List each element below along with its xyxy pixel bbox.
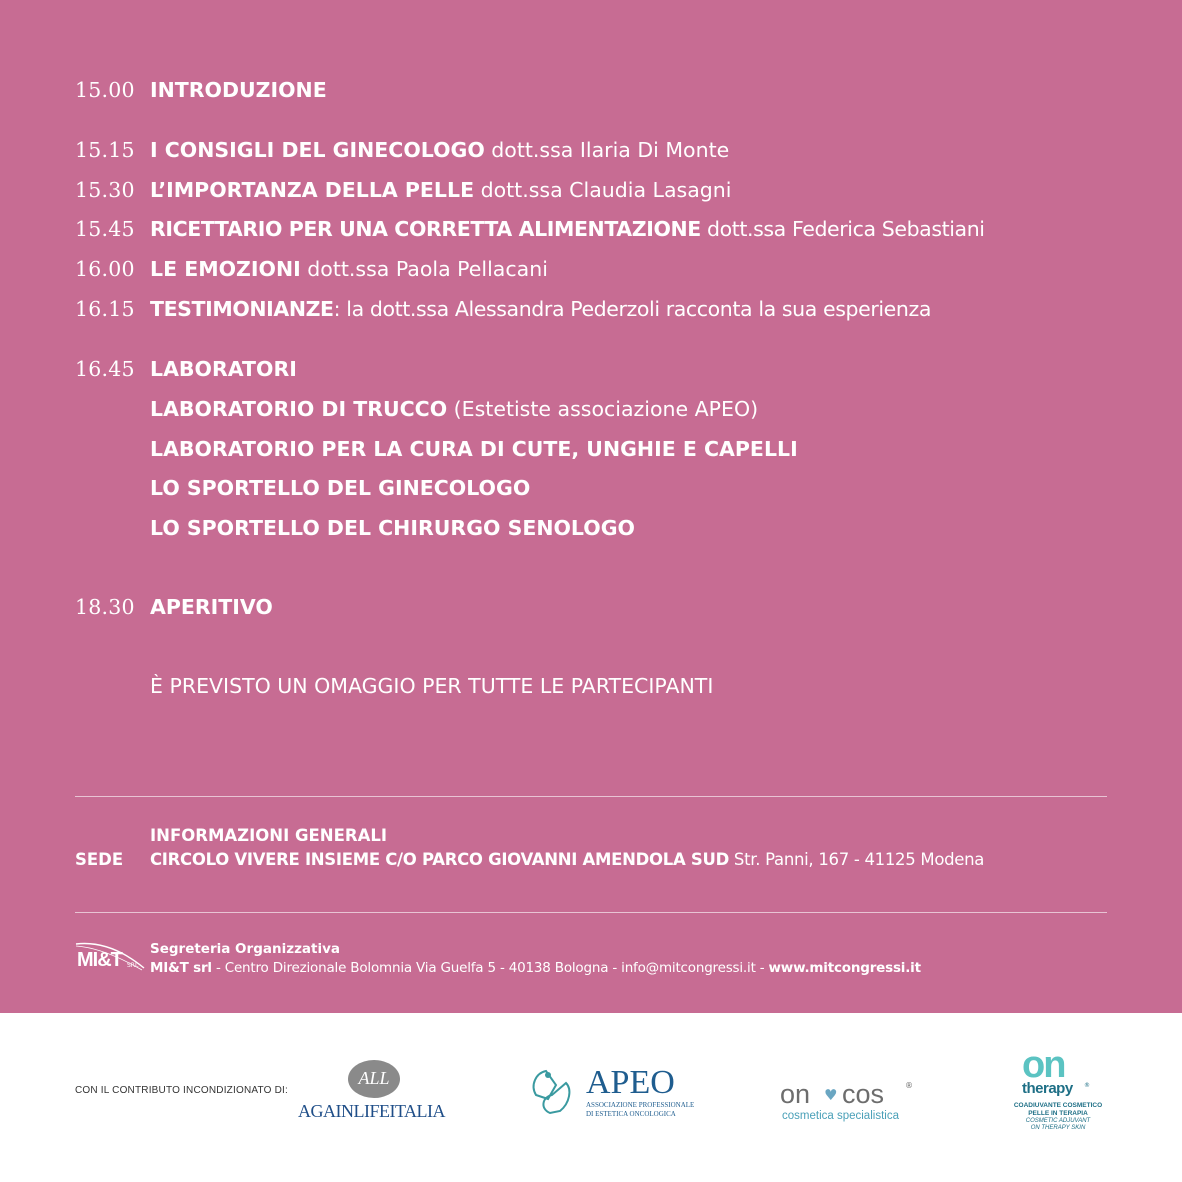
program-title: TESTIMONIANZE (150, 297, 334, 321)
program-title: APERITIVO (150, 595, 273, 619)
oncos-reg: ® (905, 1081, 913, 1090)
heart-icon: ♥ (824, 1086, 838, 1104)
program-speaker: dott.ssa Claudia Lasagni (474, 178, 732, 202)
oncos-tagline: cosmetica specialistica (782, 1110, 899, 1122)
againlife-monogram: ALL (358, 1068, 390, 1088)
apeo-line1: ASSOCIAZIONE PROFESSIONALE (586, 1101, 695, 1109)
program-title: L’IMPORTANZA DELLA PELLE (150, 178, 475, 202)
lab-detail: (Estetiste associazione APEO) (447, 397, 759, 421)
program-speaker: dott.ssa Federica Sebastiani (700, 217, 985, 241)
secretariat-company: MI&T srl (150, 960, 212, 976)
mit-logo-text: MI&T (77, 949, 122, 971)
oncos-cos: cos (842, 1079, 885, 1109)
program-time: 15.15 (75, 138, 135, 162)
oncos-logo (780, 1079, 920, 1127)
divider (75, 912, 1107, 913)
ontherapy-line2: PELLE IN TERAPIA (1028, 1110, 1088, 1117)
venue-name: CIRCOLO VIVERE INSIEME C/O PARCO GIOVANNI AMENDOLA SUD (150, 850, 729, 869)
divider (75, 796, 1107, 797)
program-speaker: dott.ssa Ilaria Di Monte (484, 138, 730, 162)
ontherapy-line3: COSMETIC ADJUVANT (1025, 1118, 1091, 1124)
hands-icon (526, 1065, 578, 1121)
program-title: RICETTARIO PER UNA CORRETTA ALIMENTAZIONE (150, 217, 701, 241)
program-speaker: dott.ssa Paola Pellacani (300, 257, 548, 281)
apeo-name: APEO (586, 1064, 675, 1101)
program-time: 15.30 (75, 178, 135, 202)
secretariat-label: Segreteria Organizzativa (150, 941, 341, 957)
mit-logo (74, 938, 146, 974)
program-time: 16.15 (75, 297, 135, 321)
oncos-on: on (780, 1079, 811, 1109)
sponsor-label: CON IL CONTRIBUTO INCONDIZIONATO DI: (75, 1085, 288, 1096)
lab-title: LO SPORTELLO DEL GINECOLOGO (150, 476, 531, 500)
program-time: 15.45 (75, 217, 135, 241)
ontherapy-line1: COADIUVANTE COSMETICO (1013, 1102, 1103, 1109)
ontherapy-line4: ON THERAPY SKIN (1030, 1125, 1086, 1131)
venue-address: Str. Panni, 167 - 41125 Modena (728, 850, 985, 869)
info-heading: INFORMAZIONI GENERALI (150, 826, 387, 845)
lab-title: LO SPORTELLO DEL CHIRURGO SENOLOGO (150, 516, 635, 540)
program-speaker: : la dott.ssa Alessandra Pederzoli racconta la sua esperienza (333, 297, 932, 321)
sede-label: SEDE (75, 850, 124, 869)
ontherapy-logo (1008, 1044, 1108, 1135)
program-time: 18.30 (75, 595, 135, 619)
apeo-line2: DI ESTETICA ONCOLOGICA (586, 1110, 676, 1118)
program-time: 15.00 (75, 78, 135, 102)
ontherapy-on: on (1022, 1044, 1065, 1086)
mit-logo-sub: SRL (127, 962, 139, 969)
program-title: LE EMOZIONI (150, 257, 301, 281)
secretariat-details: - Centro Direzionale Bolomnia Via Guelfa 5 - 40138 Bologna - info@mitcongressi.it - (211, 960, 769, 976)
lab-title: LABORATORIO PER LA CURA DI CUTE, UNGHIE E CAPELLI (150, 437, 798, 461)
ontherapy-therapy: therapy (1022, 1080, 1073, 1097)
lab-title: LABORATORIO DI TRUCCO (150, 397, 448, 421)
sponsor-bar (0, 1013, 1182, 1182)
secretariat-line (150, 959, 921, 977)
gift-notice-text: È PREVISTO UN OMAGGIO PER TUTTE LE PARTECIPANTI (150, 674, 714, 698)
ontherapy-reg: ® (1084, 1082, 1090, 1089)
program-time: 16.00 (75, 257, 135, 281)
program-time: 16.45 (75, 357, 135, 381)
venue-line (150, 849, 984, 871)
program-title: INTRODUZIONE (150, 78, 327, 102)
program-title: LABORATORI (150, 357, 297, 381)
secretariat-website[interactable]: www.mitcongressi.it (768, 960, 921, 976)
againlife-name: AGAINLIFEITALIA (298, 1101, 446, 1121)
apeo-logo (526, 1065, 696, 1123)
againlife-logo (298, 1058, 458, 1122)
program-title: I CONSIGLI DEL GINECOLOGO (150, 138, 485, 162)
